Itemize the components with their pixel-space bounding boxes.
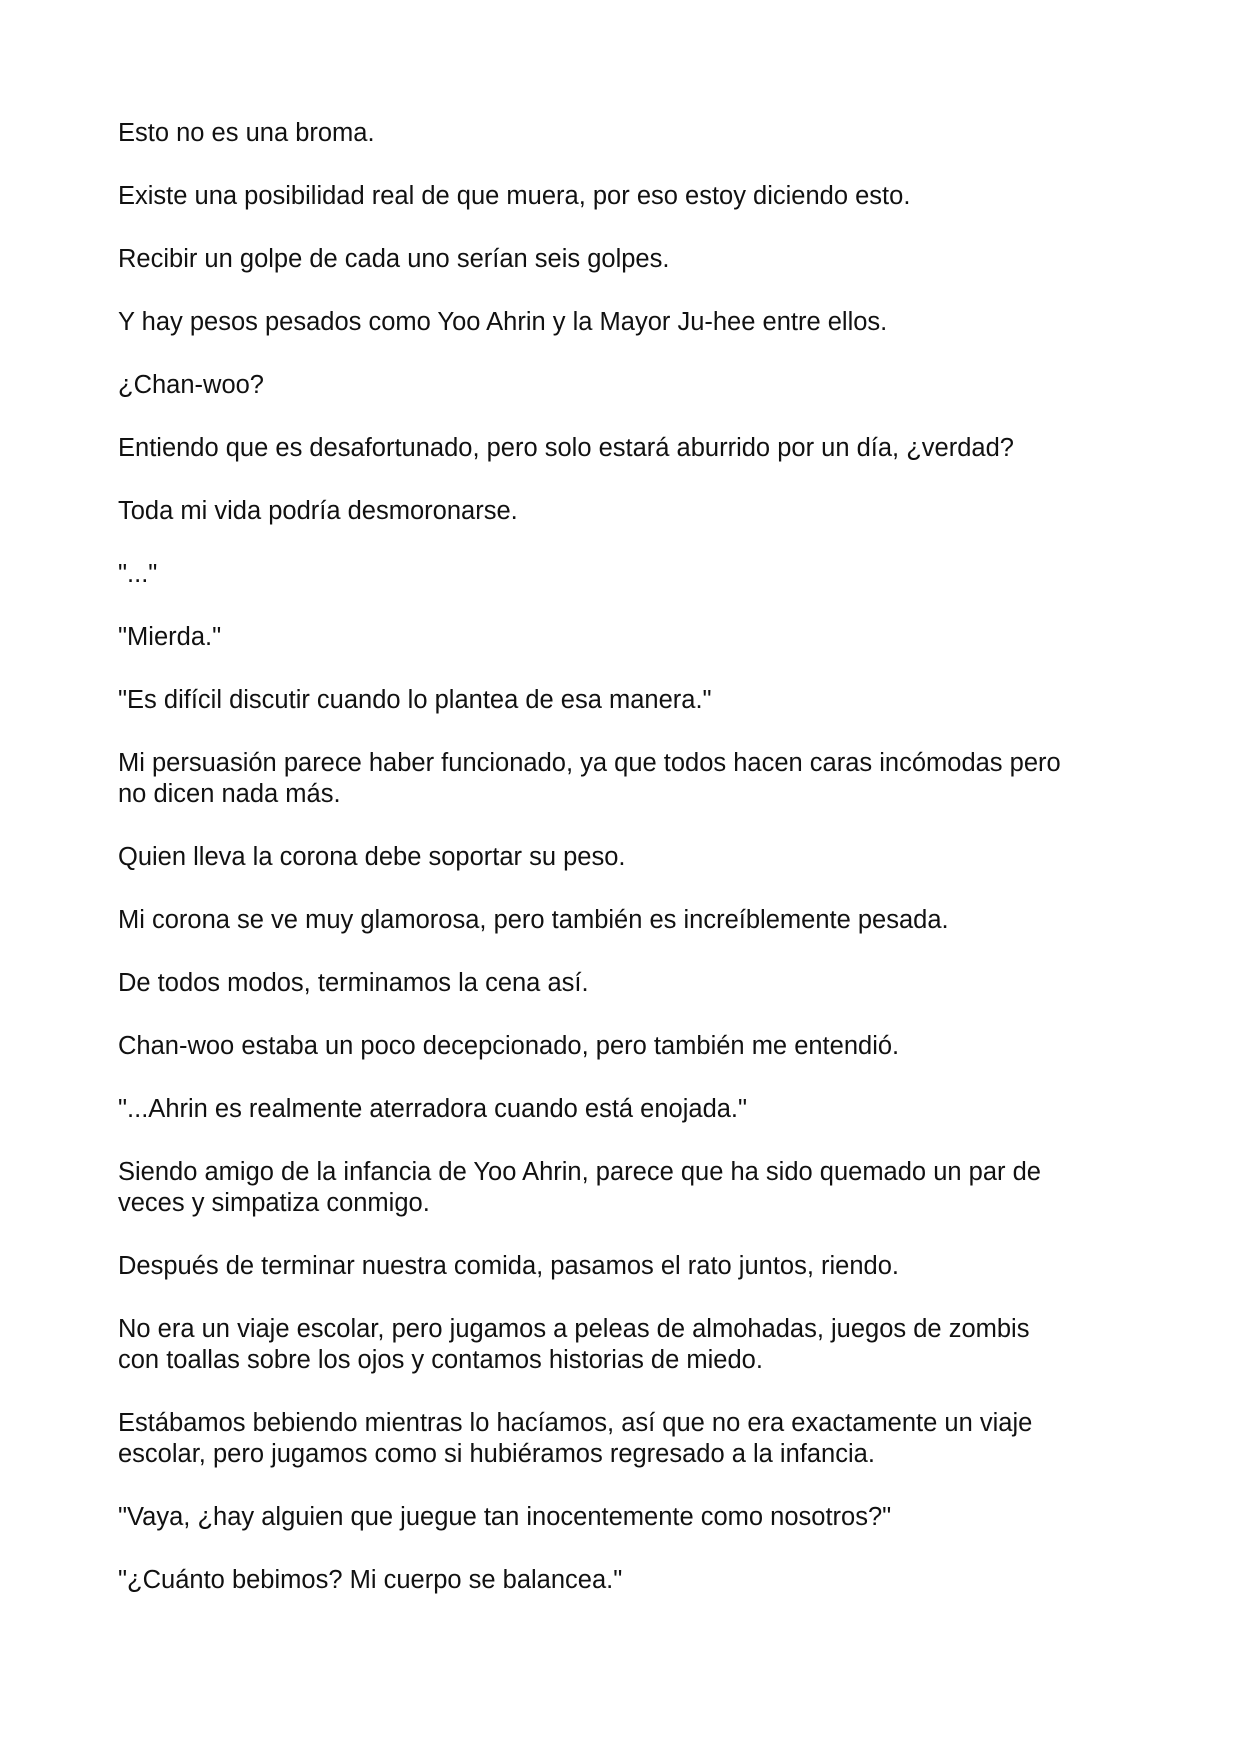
paragraph: Después de terminar nuestra comida, pasamos el rato juntos, riendo. <box>118 1252 899 1280</box>
paragraph: Estábamos bebiendo mientras lo hacíamos, así que no era exactamente un viaje escolar, pero jugamos como si hubiéramos regresado a la infancia. <box>118 1409 1033 1468</box>
paragraph: "Es difícil discutir cuando lo plantea de esa manera." <box>118 686 712 714</box>
paragraph: Recibir un golpe de cada uno serían seis golpes. <box>118 245 670 273</box>
paragraph: Esto no es una broma. <box>118 119 375 147</box>
paragraph: Quien lleva la corona debe soportar su peso. <box>118 843 626 871</box>
paragraph: Siendo amigo de la infancia de Yoo Ahrin, parece que ha sido quemado un par de veces y simpatiza conmigo. <box>118 1158 1041 1217</box>
paragraph: ¿Chan-woo? <box>118 371 264 399</box>
paragraph: "Vaya, ¿hay alguien que juegue tan inocentemente como nosotros?" <box>118 1503 892 1531</box>
paragraph: Existe una posibilidad real de que muera, por eso estoy diciendo esto. <box>118 182 911 210</box>
paragraph: Chan-woo estaba un poco decepcionado, pero también me entendió. <box>118 1032 900 1060</box>
paragraph: Toda mi vida podría desmoronarse. <box>118 497 518 525</box>
paragraph: No era un viaje escolar, pero jugamos a peleas de almohadas, juegos de zombis con toallas sobre los ojos y contamos historias de miedo. <box>118 1315 1030 1374</box>
paragraph: "Mierda." <box>118 623 222 651</box>
paragraph: Mi corona se ve muy glamorosa, pero también es increíblemente pesada. <box>118 906 949 934</box>
paragraph: "¿Cuánto bebimos? Mi cuerpo se balancea." <box>118 1566 623 1594</box>
paragraph: Y hay pesos pesados como Yoo Ahrin y la Mayor Ju-hee entre ellos. <box>118 308 888 336</box>
paragraph: Mi persuasión parece haber funcionado, ya que todos hacen caras incómodas pero no dicen nada más. <box>118 749 1061 808</box>
document-body <box>118 118 1128 1628</box>
paragraph: "..." <box>118 560 158 588</box>
paragraph: De todos modos, terminamos la cena así. <box>118 969 589 997</box>
paragraph: "...Ahrin es realmente aterradora cuando está enojada." <box>118 1095 748 1123</box>
paragraph: Entiendo que es desafortunado, pero solo estará aburrido por un día, ¿verdad? <box>118 434 1014 462</box>
